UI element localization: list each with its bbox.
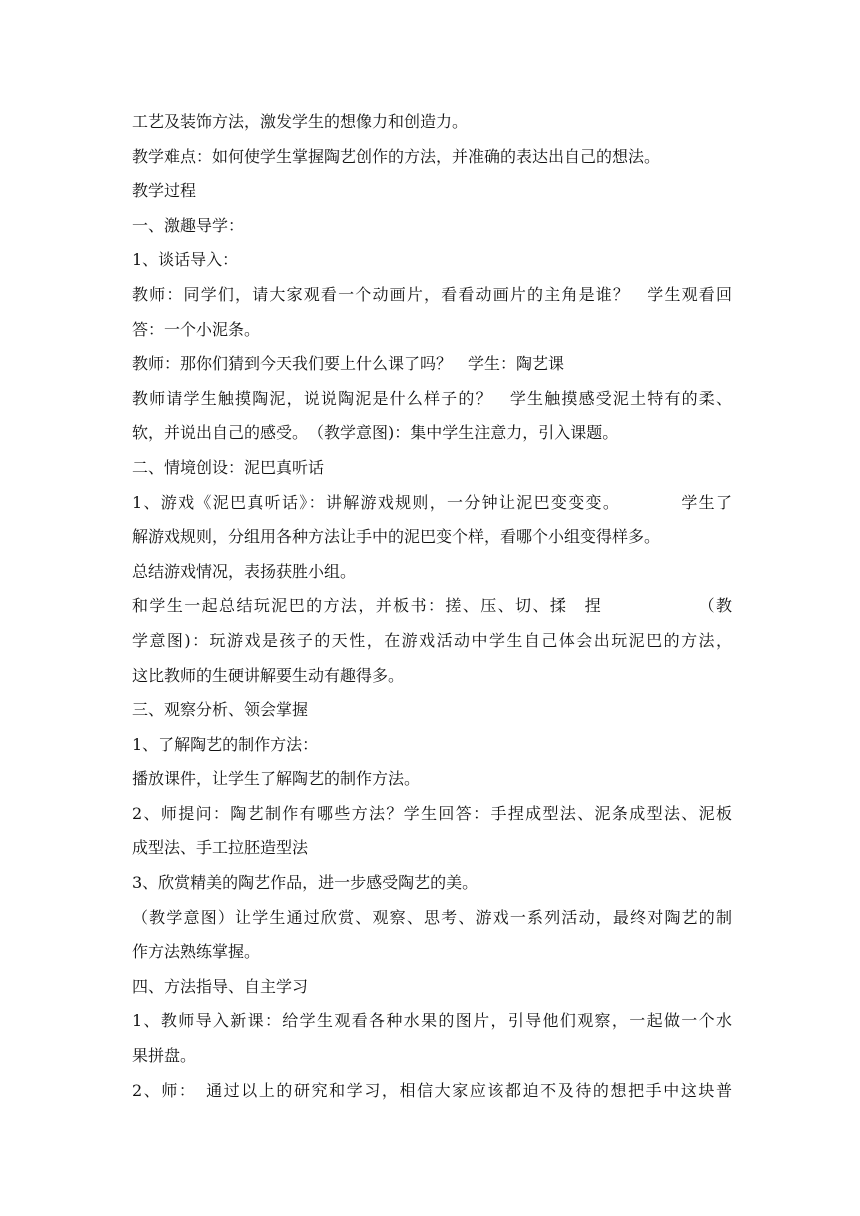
text-line: 答：一个小泥条。 xyxy=(132,319,261,339)
text-line: 成型法、手工拉胚造型法 xyxy=(132,838,309,858)
text-line: 2、师： 通过以上的研究和学习，相信大家应该都迫不及待的想把手中这块普 xyxy=(132,1080,732,1100)
text-line: 1、了解陶艺的制作方法： xyxy=(132,734,319,754)
text-line: 二、情境创设：泥巴真听话 xyxy=(132,457,325,477)
text-line: 教师：同学们，请大家观看一个动画片，看看动画片的主角是谁？ 学生观看回 xyxy=(132,284,732,304)
text-line: 2、师提问：陶艺制作有哪些方法？学生回答：手捏成型法、泥条成型法、泥板 xyxy=(132,803,732,823)
text-line: 教师请学生触摸陶泥，说说陶泥是什么样子的？ 学生触摸感受泥土特有的柔、 xyxy=(132,388,732,408)
text-line: 教师：那你们猜到今天我们要上什么课了吗？ 学生：陶艺课 xyxy=(132,354,565,374)
text-line: 1、游戏《泥巴真听话》：讲解游戏规则，一分钟让泥巴变变变。 学生了 xyxy=(132,492,732,512)
text-line: 一、激趣导学： xyxy=(132,215,245,235)
text-line: 学意图)：玩游戏是孩子的天性，在游戏活动中学生自己体会出玩泥巴的方法， xyxy=(132,630,732,650)
text-line: 解游戏规则，分组用各种方法让手中的泥巴变个样，看哪个小组变得样多。 xyxy=(132,527,661,547)
text-line: （教学意图）让学生通过欣赏、观察、思考、游戏一系列活动，最终对陶艺的制 xyxy=(132,907,732,927)
text-line: 三、观察分析、领会掌握 xyxy=(132,700,309,720)
text-line: 软，并说出自己的感受。 （教学意图)：集中学生注意力，引入课题。 xyxy=(132,423,619,443)
text-line: 总结游戏情况，表扬获胜小组。 xyxy=(132,561,357,581)
text-line: 果拼盘。 xyxy=(132,1046,197,1066)
text-line: 四、方法指导、自主学习 xyxy=(132,976,309,996)
text-line: 1、谈话导入： xyxy=(132,250,239,270)
text-line: 工艺及装饰方法，激发学生的想像力和创造力。 xyxy=(132,112,469,131)
text-line: 这比教师的生硬讲解要生动有趣得多。 xyxy=(132,665,405,685)
text-line: 教学过程 xyxy=(132,181,197,201)
text-line: 1、教师导入新课：给学生观看各种水果的图片，引导他们观察，一起做一个水 xyxy=(132,1011,732,1031)
text-line: 教学难点：如何使学生掌握陶艺创作的方法，并准确的表达出自己的想法。 xyxy=(132,146,661,166)
text-line: 和学生一起总结玩泥巴的方法，并板书：搓、压、切、揉 捏 （教 xyxy=(132,596,732,616)
text-line: 播放课件，让学生了解陶艺的制作方法。 xyxy=(132,769,421,789)
document-page xyxy=(132,105,732,1108)
text-line: 3、欣赏精美的陶艺作品，进一步感受陶艺的美。 xyxy=(132,873,479,893)
text-line: 作方法熟练掌握。 xyxy=(132,942,261,962)
